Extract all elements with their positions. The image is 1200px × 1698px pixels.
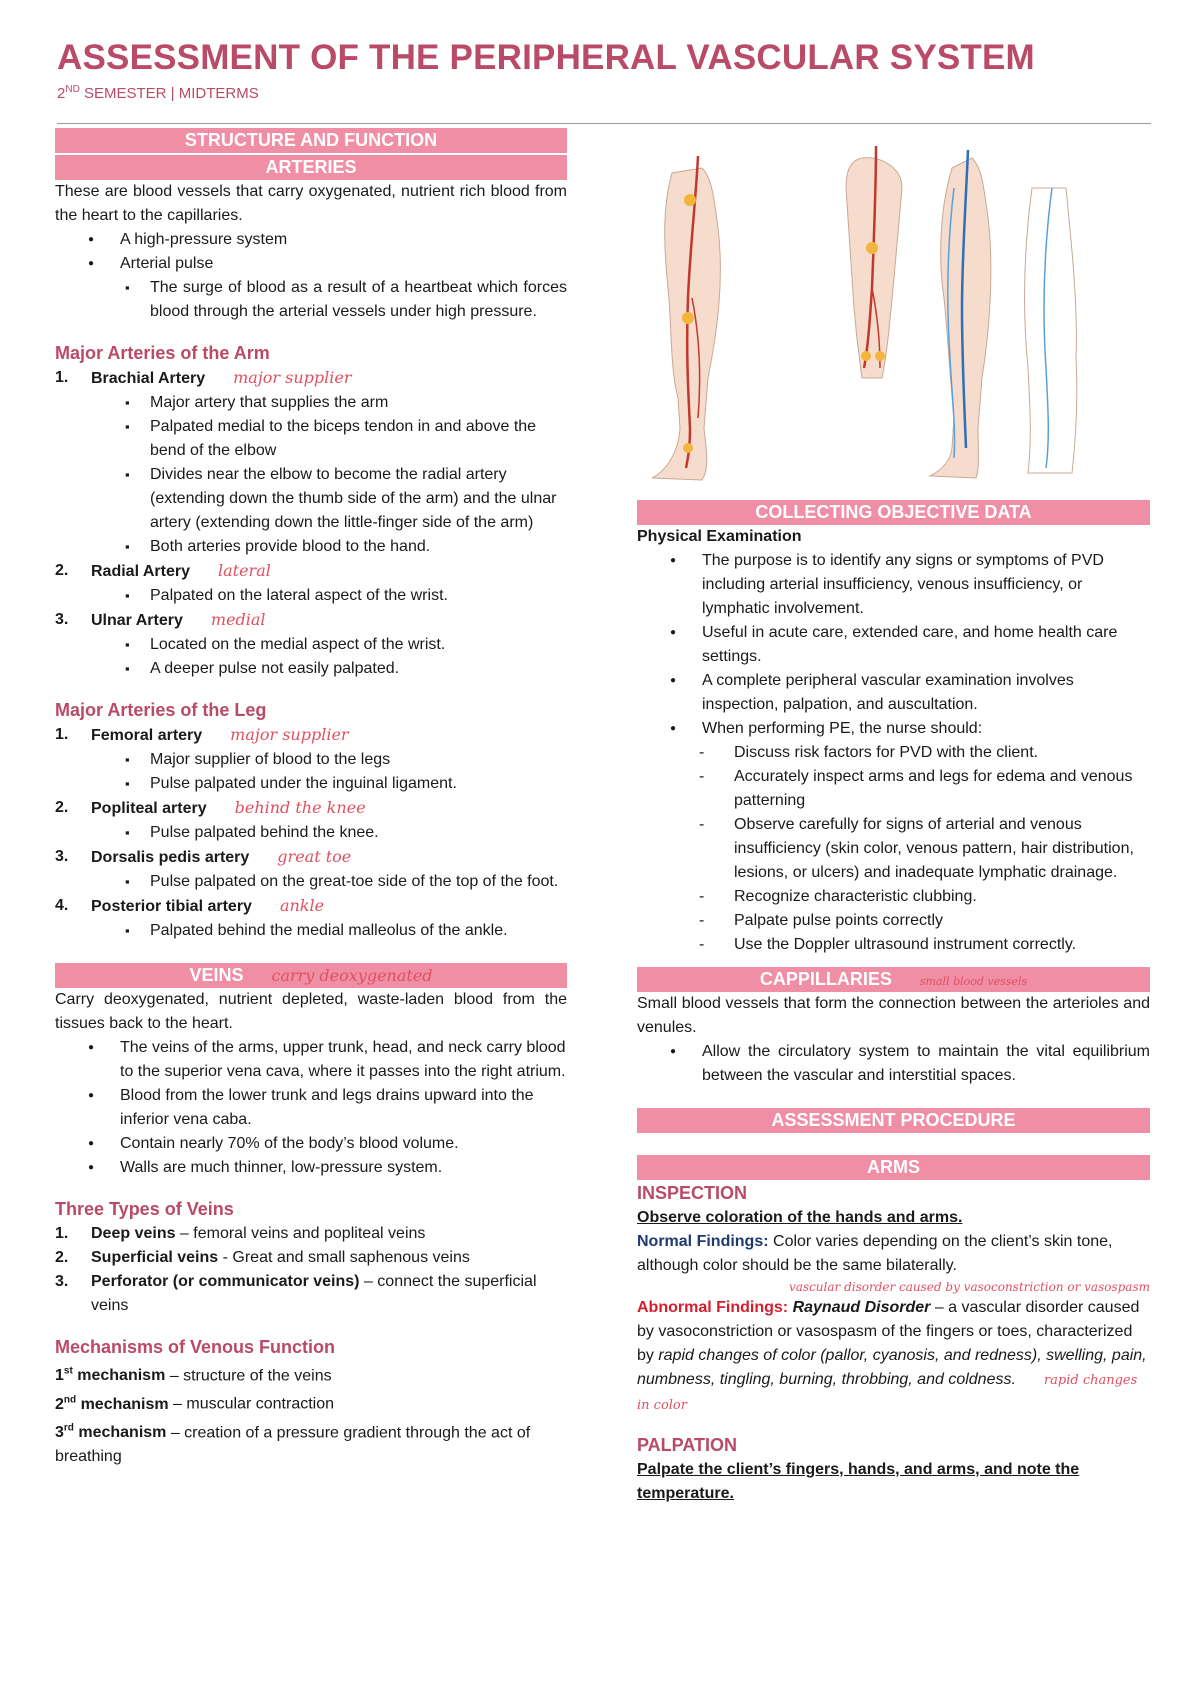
mechanism-item: [55, 1417, 567, 1469]
list-item: ▪ Pulse palpated under the inguinal ligament.: [55, 772, 567, 796]
mechanism-desc: – muscular contraction: [168, 1395, 335, 1413]
list-item: ● Arterial pulse: [55, 252, 567, 276]
vein-types-list: [55, 1222, 567, 1318]
arm-arteries-list: [55, 366, 567, 681]
band-arteries: ARTERIES: [55, 155, 567, 180]
anatomy-figure: [632, 128, 1154, 498]
item-number: 3.: [55, 611, 69, 628]
item-number: 4.: [55, 897, 69, 914]
list-item: ● A complete peripheral vascular examination involves inspection, palpation, and auscultation.: [637, 669, 1150, 717]
vein-type-desc: - Great and small saphenous veins: [218, 1249, 470, 1266]
band-capillaries: CAPPILLARIES small blood vessels: [637, 967, 1150, 992]
physical-examination-heading: Physical Examination: [637, 528, 802, 545]
vein-type-item: [55, 1222, 567, 1246]
list-item: - Observe carefully for signs of arterial and venous insufficiency (skin color, venous pattern, hair distribution, lesions, or ulcers) and inadequate lymphatic drainage.: [637, 813, 1150, 885]
artery-item: [55, 366, 567, 391]
pe-bullets: [637, 549, 1150, 741]
band-collecting-objective-data: COLLECTING OBJECTIVE DATA: [637, 500, 1150, 525]
capillaries-bullets: [637, 1040, 1150, 1088]
list-item: ● Walls are much thinner, low-pressure system.: [55, 1156, 567, 1180]
header-divider: [57, 123, 1151, 124]
page-subtitle: 2ND SEMESTER | MIDTERMS: [57, 84, 259, 102]
list-item: - Accurately inspect arms and legs for edema and venous patterning: [637, 765, 1150, 813]
vein-type-name: Superficial veins: [91, 1249, 219, 1266]
list-item: ▪ Divides near the elbow to become the radial artery (extending down the thumb side of the arm) and the ulnar artery (extending down the little-finger side of the arm): [55, 463, 567, 535]
right-column: [637, 500, 1150, 1506]
list-item: ● A high-pressure system: [55, 228, 567, 252]
handwritten-note: ankle: [279, 896, 325, 915]
vein-type-desc: – connect the superficial veins: [91, 1273, 537, 1314]
vein-types-heading: Three Types of Veins: [55, 1199, 234, 1219]
palpation-heading: PALPATION: [637, 1435, 737, 1455]
veins-bullets: [55, 1036, 567, 1180]
mechanism-item: [55, 1388, 567, 1416]
nurse-should-list: [637, 741, 1150, 957]
artery-name: Brachial Artery: [91, 370, 206, 387]
inspection-heading: INSPECTION: [637, 1183, 748, 1203]
list-item: ▪ Pulse palpated on the great-toe side of the top of the foot.: [55, 870, 567, 894]
artery-item: [55, 723, 567, 748]
mechanism-label: 2nd mechanism: [55, 1394, 169, 1413]
arm-arteries-heading: Major Arteries of the Arm: [55, 343, 270, 363]
item-number: 1.: [55, 1225, 69, 1242]
list-item: ● Contain nearly 70% of the body’s blood volume.: [55, 1132, 567, 1156]
artery-item: [55, 894, 567, 919]
vein-type-desc: – femoral veins and popliteal veins: [175, 1225, 426, 1242]
handwritten-note: lateral: [218, 561, 271, 580]
list-item: ● Useful in acute care, extended care, and home health care settings.: [637, 621, 1150, 669]
vein-type-name: Deep veins: [91, 1225, 176, 1242]
artery-item: [55, 796, 567, 821]
leg-arteries-list: [55, 723, 567, 943]
capillaries-intro: Small blood vessels that form the connection between the arterioles and venules.: [637, 995, 1150, 1036]
item-number: 3.: [55, 848, 69, 865]
artery-name: Dorsalis pedis artery: [91, 849, 250, 866]
normal-findings-label: Normal Findings:: [637, 1233, 769, 1250]
artery-name: Popliteal artery: [91, 800, 207, 817]
abnormal-findings: Abnormal Findings: Raynaud Disorder – a vascular disorder caused by vasoconstriction or vasospasm of the fingers or toes, characterized by rapid changes of color (pallor, cyanosis, and redness), swelling, pain, numbness, tingling, burning, throbbing, and coldness. rapid changes in color: [637, 1299, 1147, 1413]
vein-type-name: Perforator (or communicator veins): [91, 1273, 360, 1290]
list-item: ● When performing PE, the nurse should:: [637, 717, 1150, 741]
item-number: 3.: [55, 1273, 69, 1290]
abnormal-findings-label: Abnormal Findings:: [637, 1299, 789, 1316]
mechanisms-list: [55, 1360, 567, 1469]
handwritten-note: vascular disorder caused by vasoconstriction or vasospasm: [788, 1280, 1150, 1294]
mechanism-desc: – structure of the veins: [165, 1367, 332, 1385]
item-number: 2.: [55, 799, 69, 816]
item-number: 2.: [55, 1249, 69, 1266]
list-item: ▪ Palpated on the lateral aspect of the wrist.: [55, 584, 567, 608]
artery-item: [55, 845, 567, 870]
artery-item: [55, 608, 567, 633]
vein-type-item: [55, 1270, 567, 1318]
item-number: 2.: [55, 562, 69, 579]
list-item: ▪ Palpated behind the medial malleolus of the ankle.: [55, 919, 567, 943]
normal-findings: Normal Findings: Color varies depending on the client’s skin tone, although color should be the same bilaterally.: [637, 1233, 1113, 1274]
list-item: - Use the Doppler ultrasound instrument correctly.: [637, 933, 1150, 957]
list-item: ▪ Major artery that supplies the arm: [55, 391, 567, 415]
veins-intro: Carry deoxygenated, nutrient depleted, waste-laden blood from the tissues back to the heart.: [55, 991, 567, 1032]
page-title: ASSESSMENT OF THE PERIPHERAL VASCULAR SYSTEM: [57, 38, 1035, 77]
artery-item: [55, 559, 567, 584]
leg-arteries-heading: Major Arteries of the Leg: [55, 700, 267, 720]
band-arms: ARMS: [637, 1155, 1150, 1180]
handwritten-note: major supplier: [233, 368, 352, 387]
mechanisms-heading: Mechanisms of Venous Function: [55, 1337, 336, 1357]
mechanism-desc: – creation of a pressure gradient through the act of breathing: [55, 1423, 531, 1465]
handwritten-note: carry deoxygenated: [271, 966, 433, 985]
list-item: ▪ A deeper pulse not easily palpated.: [55, 657, 567, 681]
arm-illustration: [846, 146, 902, 378]
artery-name: Ulnar Artery: [91, 612, 183, 629]
handwritten-note: medial: [210, 610, 266, 629]
item-number: 1.: [55, 369, 69, 386]
arteries-intro: These are blood vessels that carry oxygenated, nutrient rich blood from the heart to the capillaries.: [55, 183, 567, 224]
leg-arterial-illustration: [652, 156, 720, 480]
handwritten-note: major supplier: [230, 725, 349, 744]
band-structure-function: STRUCTURE AND FUNCTION: [55, 128, 567, 153]
handwritten-note: small blood vessels: [919, 975, 1028, 988]
item-number: 1.: [55, 726, 69, 743]
list-item: - Recognize characteristic clubbing.: [637, 885, 1150, 909]
list-item: ▪ Both arteries provide blood to the hand.: [55, 535, 567, 559]
list-item: ● Blood from the lower trunk and legs drains upward into the inferior vena caba.: [55, 1084, 567, 1132]
artery-name: Posterior tibial artery: [91, 898, 252, 915]
list-item: ▪ Pulse palpated behind the knee.: [55, 821, 567, 845]
inspection-instruction: Observe coloration of the hands and arms.: [637, 1209, 963, 1226]
list-item: ▪ Major supplier of blood to the legs: [55, 748, 567, 772]
band-veins: VEINS carry deoxygenated: [55, 963, 567, 988]
anatomy-illustration: [632, 128, 1154, 498]
handwritten-note: rapid changes in color: [637, 1373, 1138, 1413]
list-item: ● The purpose is to identify any signs or symptoms of PVD including arterial insufficiency, venous insufficiency, or lymphatic involvement.: [637, 549, 1150, 621]
mechanism-label: 3rd mechanism: [55, 1422, 167, 1441]
band-assessment-procedure: ASSESSMENT PROCEDURE: [637, 1108, 1150, 1133]
handwritten-note: behind the knee: [234, 798, 366, 817]
mechanism-label: 1st mechanism: [55, 1366, 166, 1385]
list-item: ● The veins of the arms, upper trunk, head, and neck carry blood to the superior vena cava, where it passes into the right atrium.: [55, 1036, 567, 1084]
list-item: - Discuss risk factors for PVD with the client.: [637, 741, 1150, 765]
palpation-instruction: Palpate the client’s fingers, hands, and arms, and note the temperature.: [637, 1461, 1080, 1502]
list-item: - Palpate pulse points correctly: [637, 909, 1150, 933]
list-item: ▪ Palpated medial to the biceps tendon in and above the bend of the elbow: [55, 415, 567, 463]
arteries-bullets: [55, 228, 567, 324]
list-item: ● Allow the circulatory system to maintain the vital equilibrium between the vascular and interstitial spaces.: [637, 1040, 1150, 1088]
list-item: ▪ The surge of blood as a result of a heartbeat which forces blood through the arterial vessels under high pressure.: [55, 276, 567, 324]
artery-name: Radial Artery: [91, 563, 190, 580]
leg-venous-illustration: [930, 150, 1077, 478]
vein-type-item: [55, 1246, 567, 1270]
list-item: ▪ Located on the medial aspect of the wrist.: [55, 633, 567, 657]
handwritten-note: great toe: [277, 847, 352, 866]
artery-name: Femoral artery: [91, 727, 203, 744]
mechanism-item: [55, 1360, 567, 1388]
left-column: [55, 128, 567, 1469]
